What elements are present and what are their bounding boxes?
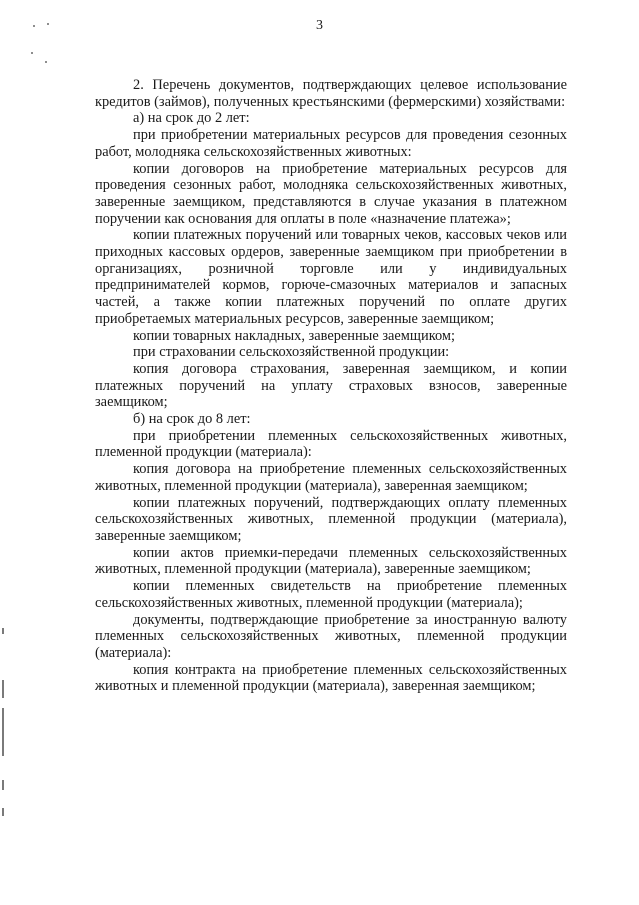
paragraph-term-2-years: а) на срок до 2 лет: — [133, 110, 250, 127]
paragraph-foreign-currency: документы, подтверждающие приобретение за иностранную валюту племенных сельскохозяйственных животных, племенной продукции (материала): — [95, 611, 567, 661]
paragraph-breeding-payments: копии платежных поручений, подтверждающих оплату племенных сельскохозяйственных животных, племенной продукции (материала), заверенные заемщиком; — [95, 494, 567, 544]
paragraph-document-list-heading: 2. Перечень документов, подтверждающих целевое использование кредитов (займов), полученных крестьянскими (фермерскими) хозяйствами: — [95, 77, 567, 110]
paragraph-material-resources: при приобретении материальных ресурсов для проведения сезонных работ, молодняка сельскохозяйственных животных: — [95, 127, 567, 160]
document-body — [95, 77, 567, 695]
paragraph-term-8-years: б) на срок до 8 лет: — [133, 411, 251, 428]
paragraph-waybills: копии товарных накладных, заверенные заемщиком; — [133, 327, 455, 344]
paragraph-payment-orders: копии платежных поручений или товарных чеков, кассовых чеков или приходных кассовых ордеров, заверенные заемщиком при приобретении в организациях, розничной торговле или у индивидуальных предпринимателей кормов, горюче-смазочных материалов и запасных частей, а также копии платежных поручений по оплате других приобретаемых материальных ресурсов, заверенные заемщиком; — [95, 227, 567, 327]
scan-edge-mark — [2, 708, 4, 756]
paragraph-contract-copies: копии договоров на приобретение материальных ресурсов для проведения сезонных работ, молодняка сельскохозяйственных животных, заверенные заемщиком, представляются в случае указания в платежном поручении как основания для оплаты в поле «назначение платежа»; — [95, 160, 567, 227]
scan-speck — [45, 61, 47, 63]
paragraph-breeding-certificates: копии племенных свидетельств на приобретение племенных сельскохозяйственных животных, племенной продукции (материала); — [95, 578, 567, 611]
scan-edge-mark — [2, 628, 4, 634]
paragraph-import-contract: копия контракта на приобретение племенных сельскохозяйственных животных и племенной продукции (материала), заверенная заемщиком; — [95, 661, 567, 695]
scan-edge-mark — [2, 808, 4, 816]
page-number: 3 — [316, 18, 323, 33]
scan-edge-mark — [2, 780, 4, 790]
paragraph-breeding-contract: копия договора на приобретение племенных сельскохозяйственных животных, племенной продукции (материала), заверенная заемщиком; — [95, 461, 567, 494]
paragraph-acceptance-acts: копии актов приемки-передачи племенных сельскохозяйственных животных, племенной продукции (материала), заверенные заемщиком; — [95, 544, 567, 578]
scan-speck — [31, 52, 33, 54]
paragraph-insurance: при страховании сельскохозяйственной продукции: — [133, 344, 450, 361]
scan-edge-mark — [2, 680, 4, 698]
paragraph-breeding-animals: при приобретении племенных сельскохозяйственных животных, племенной продукции (материала): — [95, 427, 567, 461]
paragraph-insurance-contract: копия договора страхования, заверенная заемщиком, и копии платежных поручений на уплату страховых взносов, заверенные заемщиком; — [95, 360, 567, 411]
